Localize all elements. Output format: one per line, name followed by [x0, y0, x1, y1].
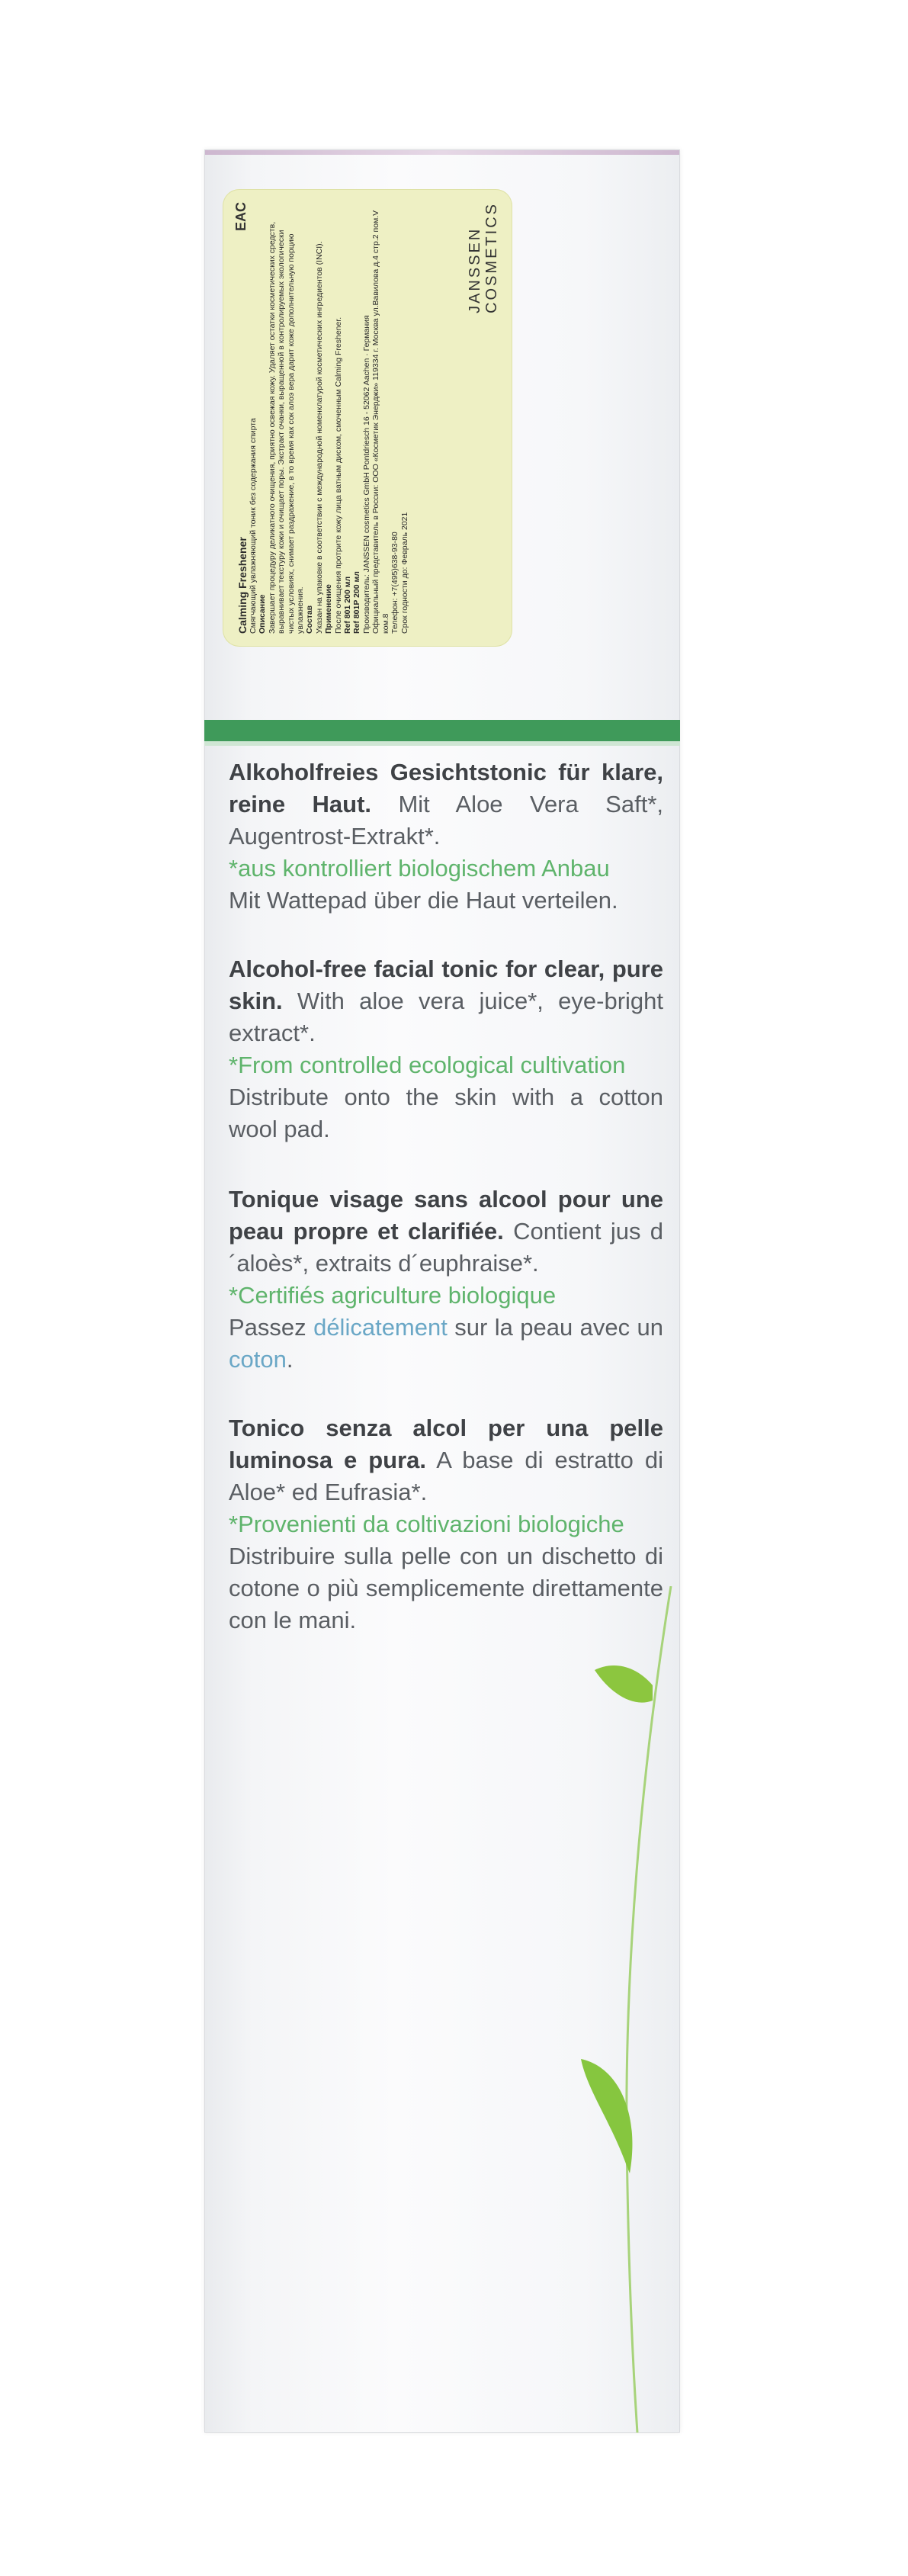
logo-line-2: COSMETICS: [483, 202, 500, 313]
german-description: [229, 756, 663, 853]
sticker-usage-label: Применение: [324, 584, 334, 634]
sticker-manufacturer: Производитель: JANSSEN cosmetics GmbH Pontdriesch 16 - 52062 Aachen · Германия: [361, 315, 371, 634]
german-headline: Alkoholfreies Gesichtstonic für klare, reine Haut.: [229, 759, 663, 817]
english-organic-note: *From controlled ecological cultivation: [229, 1052, 626, 1078]
box-top-edge: [205, 150, 679, 155]
green-stripe-shadow: [204, 741, 680, 746]
sticker-usage-text: После очищения протрите кожу лица ватным диском, смоченным Calming Freshener.: [333, 316, 343, 634]
eac-mark: EAC: [233, 202, 249, 232]
sticker-ingredients-text: Указан на упаковке в соответствии с международной номенклатурой косметических ингредиентов (INCI).: [314, 241, 324, 634]
green-stripe: [204, 720, 680, 741]
english-headline: Alcohol-free facial tonic for clear, pure skin.: [229, 956, 663, 1014]
sticker-description-text: Завершает процедуру деликатного очищения, приятно освежая кожу. Удаляет остатки косметических средств, выравнивает текстуру кожи и очищает поры. Экстракт очанки, выращенной в контролируемых экологически чистых условиях, снимает раздражение, в то время как сок алоэ вера дарит коже дополнительную порцию увлажнения.: [267, 221, 306, 634]
sticker-subtitle: Смягчающий увлажняющий тоник без содержания спирта: [249, 418, 258, 634]
italian-description: [229, 1412, 663, 1508]
french-usage-part-3: sur la peau avec un: [447, 1314, 663, 1341]
sticker-expiry: Срок годности до: Февраль 2021: [399, 512, 409, 634]
german-organic-note: *aus kontrolliert biologischem Anbau: [229, 855, 610, 882]
sticker-ingredients-label: Состав: [305, 605, 315, 634]
sticker-ref-2: Ref 801P 200 мл: [352, 571, 362, 634]
janssen-logo: [467, 202, 500, 313]
italian-headline: Tonico senza alcol per una pelle luminosa e pura.: [229, 1415, 663, 1473]
french-headline: Tonique visage sans alcool pour une peau propre et clarifiée.: [229, 1186, 663, 1245]
logo-line-1: JANSSEN: [467, 226, 483, 313]
sticker-text-block: [230, 194, 505, 641]
sticker-phone: Телефон: +7(495)638-93-80: [390, 532, 400, 634]
french-usage-part-4: coton: [229, 1346, 287, 1373]
french-usage-part-5: .: [286, 1346, 294, 1373]
english-ingredients: With aloe vera juice*, eye-bright extract*.: [229, 988, 663, 1046]
text-block-french: [229, 1184, 663, 1376]
french-ingredients: Contient jus d´aloès*, extraits d´euphraise*.: [229, 1218, 663, 1277]
sticker-description-label: Описание: [258, 594, 268, 634]
text-block-german: [229, 756, 663, 917]
french-usage: [229, 1312, 663, 1376]
german-ingredients: Mit Aloe Vera Saft*, Augentrost-Extrakt*.: [229, 791, 663, 850]
sticker-ref-1: Ref 801 200 мл: [343, 576, 353, 634]
top-leaf: [595, 1665, 653, 1703]
plant-stem-illustration: [579, 1586, 679, 2433]
russian-label-sticker: [223, 189, 512, 647]
stem-line: [627, 1586, 671, 2433]
french-description: [229, 1184, 663, 1280]
italian-organic-note: *Provenienti da coltivazioni biologiche: [229, 1511, 624, 1537]
text-block-english: [229, 953, 663, 1145]
sticker-title: Calming Freshener: [236, 537, 249, 634]
french-usage-part-2: délicatement: [313, 1314, 448, 1341]
french-organic-note: *Certifiés agriculture biologique: [229, 1282, 557, 1309]
english-usage: Distribute onto the skin with a cotton wool pad.: [229, 1084, 663, 1142]
sticker-importer: Официальный представитель в России: ООО «Косметик Энерджи» 119334 г. Москва ул.Вавилова д.4 стр.2 пом.V ком.8: [371, 210, 390, 634]
italian-usage: Distribuire sulla pelle con un dischetto di cotone o più semplicemente direttamente con le mani.: [229, 1543, 663, 1633]
english-description: [229, 953, 663, 1049]
italian-ingredients: A base di estratto di Aloe* ed Eufrasia*.: [229, 1447, 663, 1505]
german-usage: Mit Wattepad über die Haut verteilen.: [229, 887, 618, 914]
lower-leaf: [581, 2059, 632, 2173]
french-usage-part-1: Passez: [229, 1314, 314, 1341]
